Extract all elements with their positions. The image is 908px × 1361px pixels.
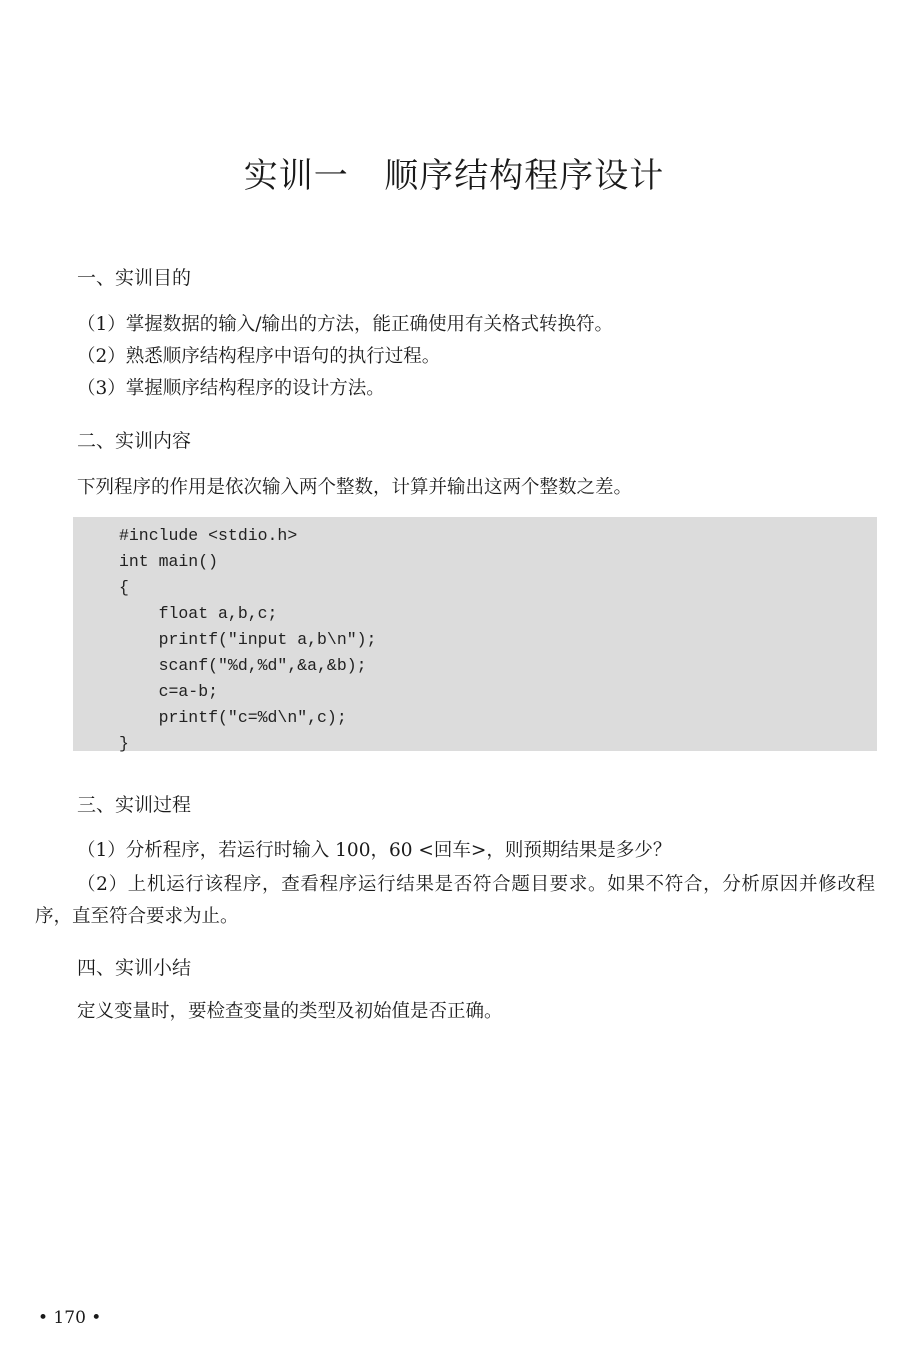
page-number: • 170 • [38,1308,102,1328]
code-line: c=a-b; [119,682,219,701]
page-title: 实训一 顺序结构程序设计 [243,156,665,196]
code-line: printf("c=%d\n",c); [119,708,347,727]
process-item-1: （1）分析程序，若运行时输入 100，60 <回车>，则预期结果是多少？ [77,840,672,861]
code-line: } [119,734,129,753]
purpose-item-3: （3）掌握顺序结构程序的设计方法。 [77,378,385,399]
code-line: printf("input a,b\n"); [119,630,377,649]
code-listing [119,523,376,757]
code-line: { [119,578,129,597]
section-heading-summary: 四、实训小结 [77,957,192,979]
section-heading-purpose: 一、实训目的 [77,267,192,289]
process-item-2: （2）上机运行该程序，查看程序运行结果是否符合题目要求。如果不符合，分析原因并修改程序，直至符合要求为止。 [35,874,875,927]
code-line: int main() [119,552,219,571]
code-line: #include <stdio.h> [119,526,298,545]
code-line: scanf("%d,%d",&a,&b); [119,656,367,675]
code-block [73,517,877,751]
code-line: float a,b,c; [119,604,278,623]
purpose-item-1: （1）掌握数据的输入/输出的方法，能正确使用有关格式转换符。 [77,314,614,335]
summary-text: 定义变量时，要检查变量的类型及初始值是否正确。 [77,1001,503,1022]
content-intro: 下列程序的作用是依次输入两个整数，计算并输出这两个整数之差。 [77,477,633,498]
section-heading-content: 二、实训内容 [77,430,192,452]
purpose-item-2: （2）熟悉顺序结构程序中语句的执行过程。 [77,346,441,367]
section-heading-process: 三、实训过程 [77,794,192,816]
